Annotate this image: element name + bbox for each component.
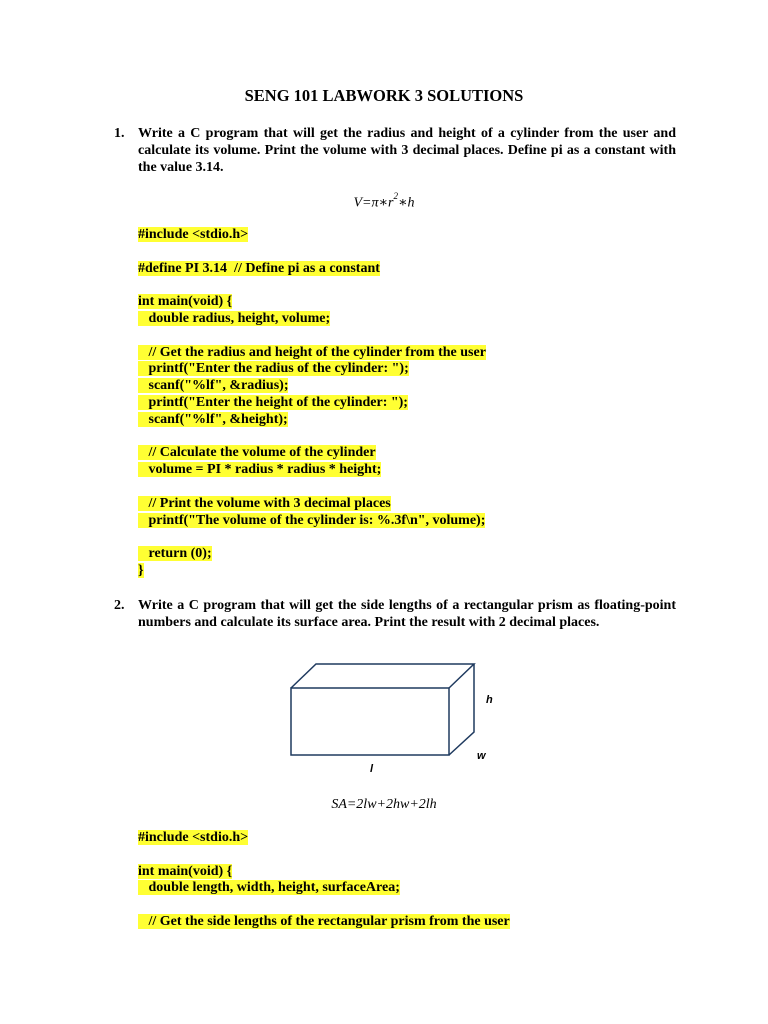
question-2-text: Write a C program that will get the side lengths of a rectangular prism as floating-point numbers and calculate its surface area. Print the result with 2 decimal places. xyxy=(138,598,676,630)
code-line xyxy=(138,897,510,914)
code-line xyxy=(138,361,486,378)
label-height: h xyxy=(486,694,493,706)
rectangular-prism-diagram xyxy=(280,656,520,786)
code-line-text: #define PI 3.14 // Define pi as a constant xyxy=(138,260,380,276)
code-line-text: #include <stdio.h> xyxy=(138,227,249,242)
code-line xyxy=(138,378,486,395)
code-line xyxy=(138,529,486,546)
code-line-text: int main(void) { xyxy=(138,863,233,879)
surface-area-formula: SA=2lw+2hw+2lh xyxy=(331,797,437,812)
code-line xyxy=(138,261,486,278)
question-1-number: 1. xyxy=(114,126,125,141)
code-line xyxy=(138,496,486,513)
code-line xyxy=(138,462,486,479)
question-2-number: 2. xyxy=(114,598,125,613)
cylinder-volume-formula xyxy=(0,193,768,212)
code-line-text: #include <stdio.h> xyxy=(138,830,249,845)
code-line-text: // Get the radius and height of the cylinder from the user xyxy=(138,344,486,360)
code-line xyxy=(138,277,486,294)
formula-exponent: 2 xyxy=(393,191,398,201)
question-2 xyxy=(114,597,676,631)
code-line-text: // Calculate the volume of the cylinder xyxy=(138,445,376,461)
prism-front-face xyxy=(291,688,449,755)
code-line xyxy=(138,445,486,462)
code-line-text: volume = PI * radius * radius * height; xyxy=(138,462,382,478)
label-length: l xyxy=(370,763,374,775)
code-line xyxy=(138,830,510,847)
code-line xyxy=(138,294,486,311)
code-line-text: printf("The volume of the cylinder is: %.3f\n", volume); xyxy=(138,512,486,528)
page-title: SENG 101 LABWORK 3 SOLUTIONS xyxy=(244,86,524,105)
code-line xyxy=(138,847,510,864)
code-line-text: scanf("%lf", &height); xyxy=(138,411,288,427)
code-line-text: // Print the volume with 3 decimal places xyxy=(138,495,391,511)
code-line xyxy=(138,479,486,496)
formula-tail: ∗h xyxy=(397,195,415,211)
code-block-1 xyxy=(138,227,486,580)
code-line-text: int main(void) { xyxy=(138,294,233,310)
code-line xyxy=(138,345,486,362)
code-line xyxy=(138,227,486,244)
code-line xyxy=(138,914,510,931)
question-1 xyxy=(114,125,676,176)
code-line xyxy=(138,880,510,897)
code-line xyxy=(138,328,486,345)
code-line xyxy=(138,395,486,412)
prism-top-face xyxy=(291,664,474,688)
code-line xyxy=(138,513,486,530)
code-line xyxy=(138,244,486,261)
code-line-text: double radius, height, volume; xyxy=(138,310,331,326)
code-line xyxy=(138,311,486,328)
code-line-text: // Get the side lengths of the rectangular prism from the user xyxy=(138,913,510,929)
code-line-text: return (0); xyxy=(138,546,212,562)
code-line-text: printf("Enter the height of the cylinder: "); xyxy=(138,394,408,410)
code-line xyxy=(138,864,510,881)
question-1-text: Write a C program that will get the radius and height of a cylinder from the user and calculate its volume. Print the volume with 3 decimal places. Define pi as a constant with the value 3.14. xyxy=(138,126,676,175)
code-line xyxy=(138,563,486,580)
code-block-2 xyxy=(138,830,510,931)
code-line xyxy=(138,412,486,429)
code-line-text: scanf("%lf", &radius); xyxy=(138,378,289,394)
prism-side-face xyxy=(449,664,474,755)
code-line-text: printf("Enter the radius of the cylinder: "); xyxy=(138,361,409,377)
code-line-text: } xyxy=(138,562,144,578)
code-line-text: double length, width, height, surfaceArea; xyxy=(138,880,400,896)
code-line xyxy=(138,546,486,563)
code-line xyxy=(138,429,486,446)
label-width: w xyxy=(477,750,486,762)
formula-base: V=π∗r xyxy=(353,195,394,211)
